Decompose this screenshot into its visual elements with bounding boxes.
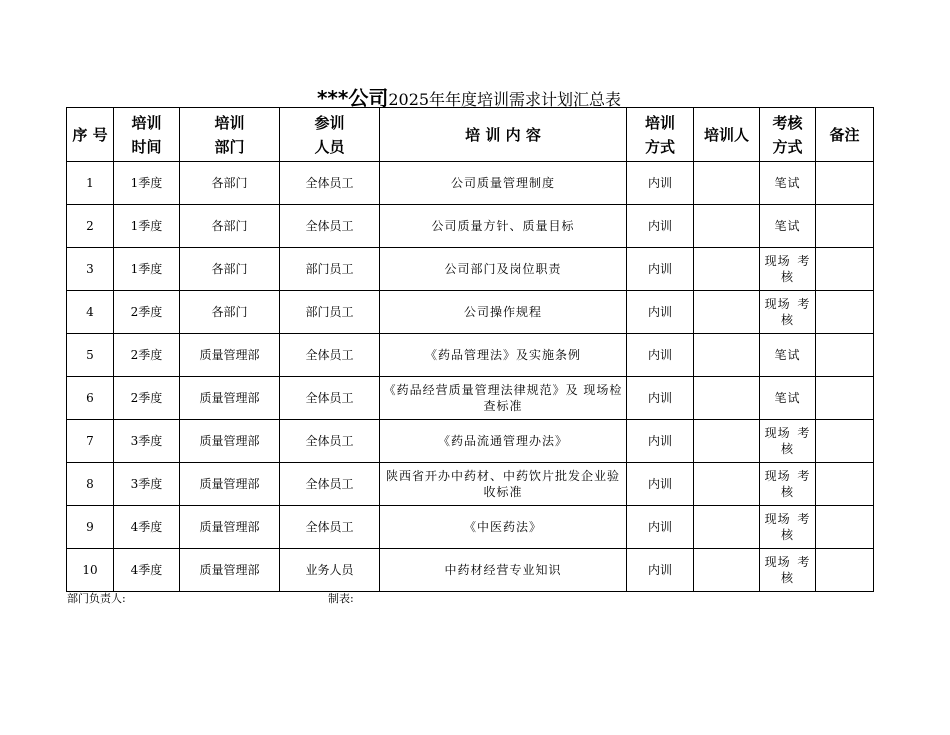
cell-people: 全体员工 [280,463,380,506]
cell-time: 1季度 [114,162,180,205]
table-row [67,377,874,420]
cell-trainer [694,420,760,463]
cell-remark [816,205,874,248]
cell-no: 6 [67,377,114,420]
training-plan-table [66,107,874,592]
cell-method: 内训 [627,162,694,205]
title-text: 2025年年度培训需求计划汇总表 [388,90,622,109]
cell-people: 全体员工 [280,506,380,549]
cell-remark [816,506,874,549]
table-row [67,162,874,205]
cell-content: 《中医药法》 [380,506,627,549]
cell-no: 9 [67,506,114,549]
cell-remark [816,334,874,377]
table-row [67,248,874,291]
cell-method: 内训 [627,377,694,420]
cell-time: 1季度 [114,248,180,291]
cell-dept: 质量管理部 [180,377,280,420]
cell-no: 8 [67,463,114,506]
cell-content: 《药品管理法》及实施条例 [380,334,627,377]
cell-assess: 现场 考核 [760,549,816,592]
table-row [67,205,874,248]
header-time: 培训 时间 [114,108,180,162]
cell-dept: 质量管理部 [180,549,280,592]
cell-content: 公司部门及岗位职责 [380,248,627,291]
cell-method: 内训 [627,463,694,506]
cell-dept: 质量管理部 [180,463,280,506]
cell-content: 公司操作规程 [380,291,627,334]
cell-content: 公司质量方针、质量目标 [380,205,627,248]
cell-method: 内训 [627,334,694,377]
table-body [67,162,874,592]
cell-content: 中药材经营专业知识 [380,549,627,592]
header-dept: 培训 部门 [180,108,280,162]
table-row [67,463,874,506]
table-row [67,334,874,377]
cell-no: 10 [67,549,114,592]
cell-dept: 各部门 [180,205,280,248]
cell-remark [816,291,874,334]
cell-dept: 各部门 [180,248,280,291]
cell-method: 内训 [627,506,694,549]
cell-people: 部门员工 [280,291,380,334]
cell-no: 2 [67,205,114,248]
header-people: 参训 人员 [280,108,380,162]
cell-dept: 质量管理部 [180,420,280,463]
cell-method: 内训 [627,205,694,248]
cell-dept: 质量管理部 [180,334,280,377]
header-trainer: 培训人 [694,108,760,162]
cell-no: 4 [67,291,114,334]
cell-trainer [694,463,760,506]
table-row [67,506,874,549]
header-row [67,108,874,162]
cell-assess: 笔试 [760,377,816,420]
cell-no: 5 [67,334,114,377]
cell-trainer [694,334,760,377]
cell-remark [816,248,874,291]
cell-people: 全体员工 [280,377,380,420]
cell-no: 3 [67,248,114,291]
title-company: ***公司 [316,86,389,110]
cell-people: 部门员工 [280,248,380,291]
cell-no: 1 [67,162,114,205]
cell-content: 公司质量管理制度 [380,162,627,205]
table-row [67,291,874,334]
cell-people: 全体员工 [280,205,380,248]
cell-remark [816,377,874,420]
cell-time: 2季度 [114,291,180,334]
cell-method: 内训 [627,420,694,463]
cell-assess: 现场 考核 [760,248,816,291]
cell-trainer [694,291,760,334]
cell-assess: 现场 考核 [760,291,816,334]
cell-time: 3季度 [114,420,180,463]
cell-trainer [694,162,760,205]
cell-time: 4季度 [114,549,180,592]
cell-method: 内训 [627,291,694,334]
cell-time: 4季度 [114,506,180,549]
cell-dept: 各部门 [180,291,280,334]
cell-people: 全体员工 [280,162,380,205]
dept-head-label: 部门负责人: [67,592,126,605]
cell-assess: 现场 考核 [760,506,816,549]
header-remark: 备注 [816,108,874,162]
prepared-by-label: 制表: [328,592,354,605]
cell-method: 内训 [627,248,694,291]
cell-trainer [694,205,760,248]
header-no: 序 号 [67,108,114,162]
cell-dept: 各部门 [180,162,280,205]
cell-method: 内训 [627,549,694,592]
cell-assess: 现场 考核 [760,463,816,506]
cell-assess: 笔试 [760,205,816,248]
header-content: 培 训 内 容 [380,108,627,162]
cell-content: 《药品流通管理办法》 [380,420,627,463]
cell-dept: 质量管理部 [180,506,280,549]
header-assess: 考核 方式 [760,108,816,162]
cell-people: 业务人员 [280,549,380,592]
cell-time: 1季度 [114,205,180,248]
cell-content: 《药品经营质量管理法律规范》及 现场检查标准 [380,377,627,420]
cell-time: 3季度 [114,463,180,506]
cell-time: 2季度 [114,334,180,377]
cell-people: 全体员工 [280,334,380,377]
cell-trainer [694,549,760,592]
table-row [67,420,874,463]
cell-assess: 现场 考核 [760,420,816,463]
cell-trainer [694,506,760,549]
header-method: 培训 方式 [627,108,694,162]
cell-trainer [694,377,760,420]
cell-remark [816,420,874,463]
cell-remark [816,463,874,506]
cell-assess: 笔试 [760,162,816,205]
cell-time: 2季度 [114,377,180,420]
cell-content: 陕西省开办中药材、中药饮片批发企业验收标准 [380,463,627,506]
cell-trainer [694,248,760,291]
cell-remark [816,549,874,592]
table-row [67,549,874,592]
cell-remark [816,162,874,205]
cell-no: 7 [67,420,114,463]
cell-assess: 笔试 [760,334,816,377]
cell-people: 全体员工 [280,420,380,463]
